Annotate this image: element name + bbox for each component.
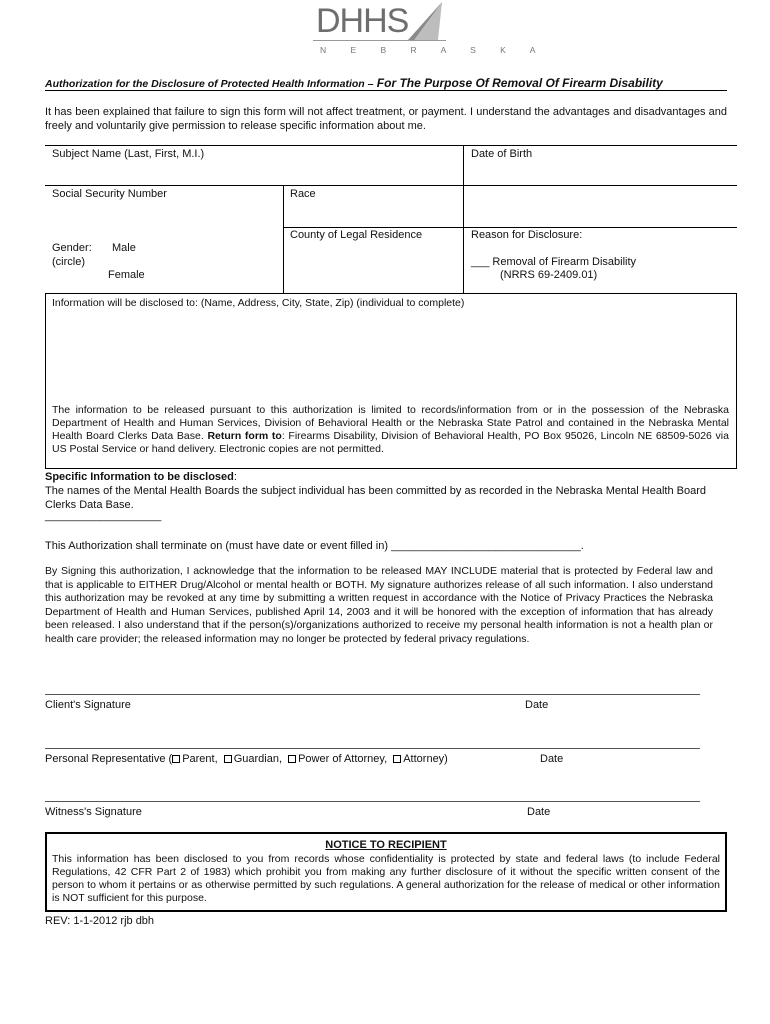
client-signature-line[interactable] xyxy=(45,694,700,695)
logo-divider xyxy=(313,40,446,41)
client-date-label: Date xyxy=(525,699,549,711)
return-form-label: Return form to xyxy=(207,430,282,442)
county-field[interactable]: County of Legal Residence xyxy=(290,229,423,241)
ssn-field[interactable]: Social Security Number xyxy=(52,188,167,200)
disclosed-to-label: Information will be disclosed to: (Name, Address, City, State, Zip) (individual to complete) xyxy=(52,297,465,309)
specific-info-blank[interactable]: ___________________ xyxy=(45,510,162,522)
termination-line[interactable]: This Authorization shall terminate on (must have date or event filled in) _______________________________. xyxy=(45,540,584,552)
title-underline xyxy=(45,90,727,91)
dob-field[interactable]: Date of Birth xyxy=(471,148,533,160)
gender-circle-note: (circle) xyxy=(52,256,85,268)
intro-paragraph: It has been explained that failure to sign this form will not affect treatment, or payment. I understand the advantages and disadvantages and freely and voluntarily give permission to release specific information about me. xyxy=(45,106,727,132)
gender-female-option[interactable]: Female xyxy=(108,269,145,281)
table-divider-race xyxy=(283,185,284,293)
parent-label: Parent, xyxy=(182,753,221,765)
notice-title: NOTICE TO RECIPIENT xyxy=(325,839,447,851)
gender-male-option[interactable]: Male xyxy=(112,242,136,254)
logo-subtitle: N E B R A S K A xyxy=(320,45,547,55)
personal-representative-label xyxy=(45,752,448,766)
specific-info-body: The names of the Mental Health Boards the subject individual has been committed by as recorded in the Nebraska Mental Health Board Clerks Data Base. xyxy=(45,485,706,511)
specific-info-heading-text: Specific Information to be disclosed xyxy=(45,471,234,483)
subject-name-field[interactable]: Subject Name (Last, First, M.I.) xyxy=(52,148,205,160)
reason-statute: (NRRS 69-2409.01) xyxy=(500,269,598,281)
acknowledgement-paragraph: By Signing this authorization, I acknowledge that the information to be released MAY INCLUDE material that is protected by Federal law and that is applicable to EITHER Drug/Alcohol or mental health or BOTH. My signature authorizes release of all such information. I also understand this authorization may be revoked at any time by submitting a written request in accordance with the Notice of Privacy Practices the Nebraska Department of Health and Human Services, published April 14, 2003 and it will be honored with the exception of information that has already been released. I also understand that if the person(s)/organizations authorized to receive my personal health information is not a health plan or health care provider; the released information may no longer be protected by federal privacy regulations. xyxy=(45,565,713,645)
rep-date-label: Date xyxy=(540,753,564,765)
rep-prefix: Personal Representative ( xyxy=(45,753,173,765)
client-signature-label: Client's Signature xyxy=(45,699,131,711)
notice-body: This information has been disclosed to you from records whose confidentiality is protected by state and federal laws (to include Federal Regulations, 42 CFR Part 2 of 1983) which prohibit you from making any further disclosure of it without the specific written consent of the person to whom it pertains or as otherwise permitted by such regulations. A general authorization for the release of medical or other information is NOT sufficient for this purpose. xyxy=(52,853,720,904)
parent-checkbox[interactable] xyxy=(172,755,180,763)
title-prefix: Authorization for the Disclosure of Protected Health Information – xyxy=(45,78,374,90)
return-form-address: : Firearms Disability, Division of Behavioral Health, PO Box 95026, Lincoln NE 68509-5026 via US Postal Service or hand delivery. Electronic copies are not permitted. xyxy=(52,430,729,455)
attorney-label: Attorney) xyxy=(403,753,448,765)
guardian-label: Guardian, xyxy=(233,753,286,765)
logo-wordmark: DHHS xyxy=(316,2,409,40)
poa-label: Power of Attorney, xyxy=(298,753,391,765)
witness-date-label: Date xyxy=(527,806,551,818)
witness-signature-label: Witness's Signature xyxy=(45,806,142,818)
poa-checkbox[interactable] xyxy=(288,755,296,763)
guardian-checkbox[interactable] xyxy=(224,755,232,763)
table-row1-border xyxy=(45,185,737,186)
specific-info-heading xyxy=(45,470,237,484)
reason-option-firearm[interactable]: ___ Removal of Firearm Disability xyxy=(471,256,637,268)
race-field[interactable]: Race xyxy=(290,188,316,200)
release-limitation-paragraph xyxy=(52,404,729,456)
reason-label: Reason for Disclosure: xyxy=(471,229,583,241)
attorney-checkbox[interactable] xyxy=(393,755,401,763)
table-divider-dob xyxy=(463,145,464,293)
specific-info-colon: : xyxy=(233,471,237,483)
release-limitation-text: The information to be released pursuant to this authorization is limited to records/information from or in the possession of the Nebraska Department of Health and Human Services, Division of Behavioral Health or the Nebraska State Patrol and contained in the Nebraska Mental Health Board Clerks Data Base. xyxy=(52,404,729,442)
rep-signature-line[interactable] xyxy=(45,748,700,749)
title-purpose: For The Purpose Of Removal Of Firearm Disability xyxy=(373,76,663,90)
witness-signature-line[interactable] xyxy=(45,801,700,802)
table-top-border xyxy=(45,145,737,146)
gender-label: Gender: xyxy=(52,242,92,254)
revision-label: REV: 1-1-2012 rjb dbh xyxy=(45,915,155,927)
logo-swoosh-icon xyxy=(404,0,446,42)
